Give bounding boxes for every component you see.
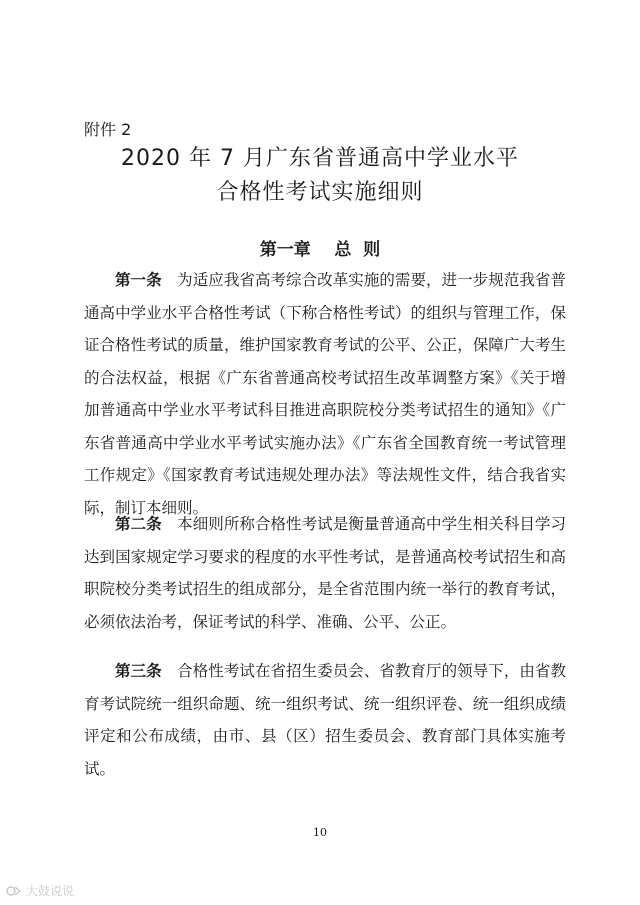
article-3-label: 第三条: [115, 662, 162, 680]
attachment-label: 附件 2: [84, 120, 132, 139]
watermark-text: 大鼓说说: [26, 884, 75, 898]
document-title-line-2: 合格性考试实施细则: [216, 180, 424, 205]
page-number: 10: [313, 826, 327, 839]
article-2-label: 第二条: [115, 515, 162, 533]
article-3: [84, 655, 566, 785]
article-1-text: 为适应我省高考综合改革实施的需要，进一步规范我省普通高中学业水平合格性考试（下称合格性考试）的组织与管理工作，保证合格性考试的质量，维护国家教育考试的公平、公正，保障广大考生的合法权益，根据《广东省普通高校考试招生改革调整方案》《关于增加普通高中学业水平考试科目推进高职院校分类考试招生的通知》《广东省普通高中学业水平考试实施办法》《广东省全国教育统一考试管理工作规定》《国家教育考试违规处理办法》等法规性文件，结合我省实际，制订本细则。: [84, 271, 566, 517]
article-1-label: 第一条: [115, 271, 162, 289]
article-3-text: 合格性考试在省招生委员会、省教育厅的领导下，由省教育考试院统一组织命题、统一组织考试、统一组织评卷、统一组织成绩评定和公布成绩，由市、县（区）招生委员会、教育部门具体实施考试。: [84, 662, 566, 778]
article-2-text: 本细则所称合格性考试是衡量普通高中学生相关科目学习达到国家规定学习要求的程度的水平性考试，是普通高校考试招生和高职院校分类考试招生的组成部分，是全省范围内统一举行的教育考试，必须依法治考，保证考试的科学、准确、公平、公正。: [84, 515, 566, 631]
document-title-line-1: 2020 年 7 月广东省普通高中学业水平: [121, 146, 519, 171]
chapter-heading: 第一章 总 则: [259, 240, 381, 260]
watermark: [6, 882, 74, 899]
article-2: [84, 508, 566, 638]
watermark-logo-icon: [6, 884, 22, 898]
article-1: [84, 264, 566, 524]
